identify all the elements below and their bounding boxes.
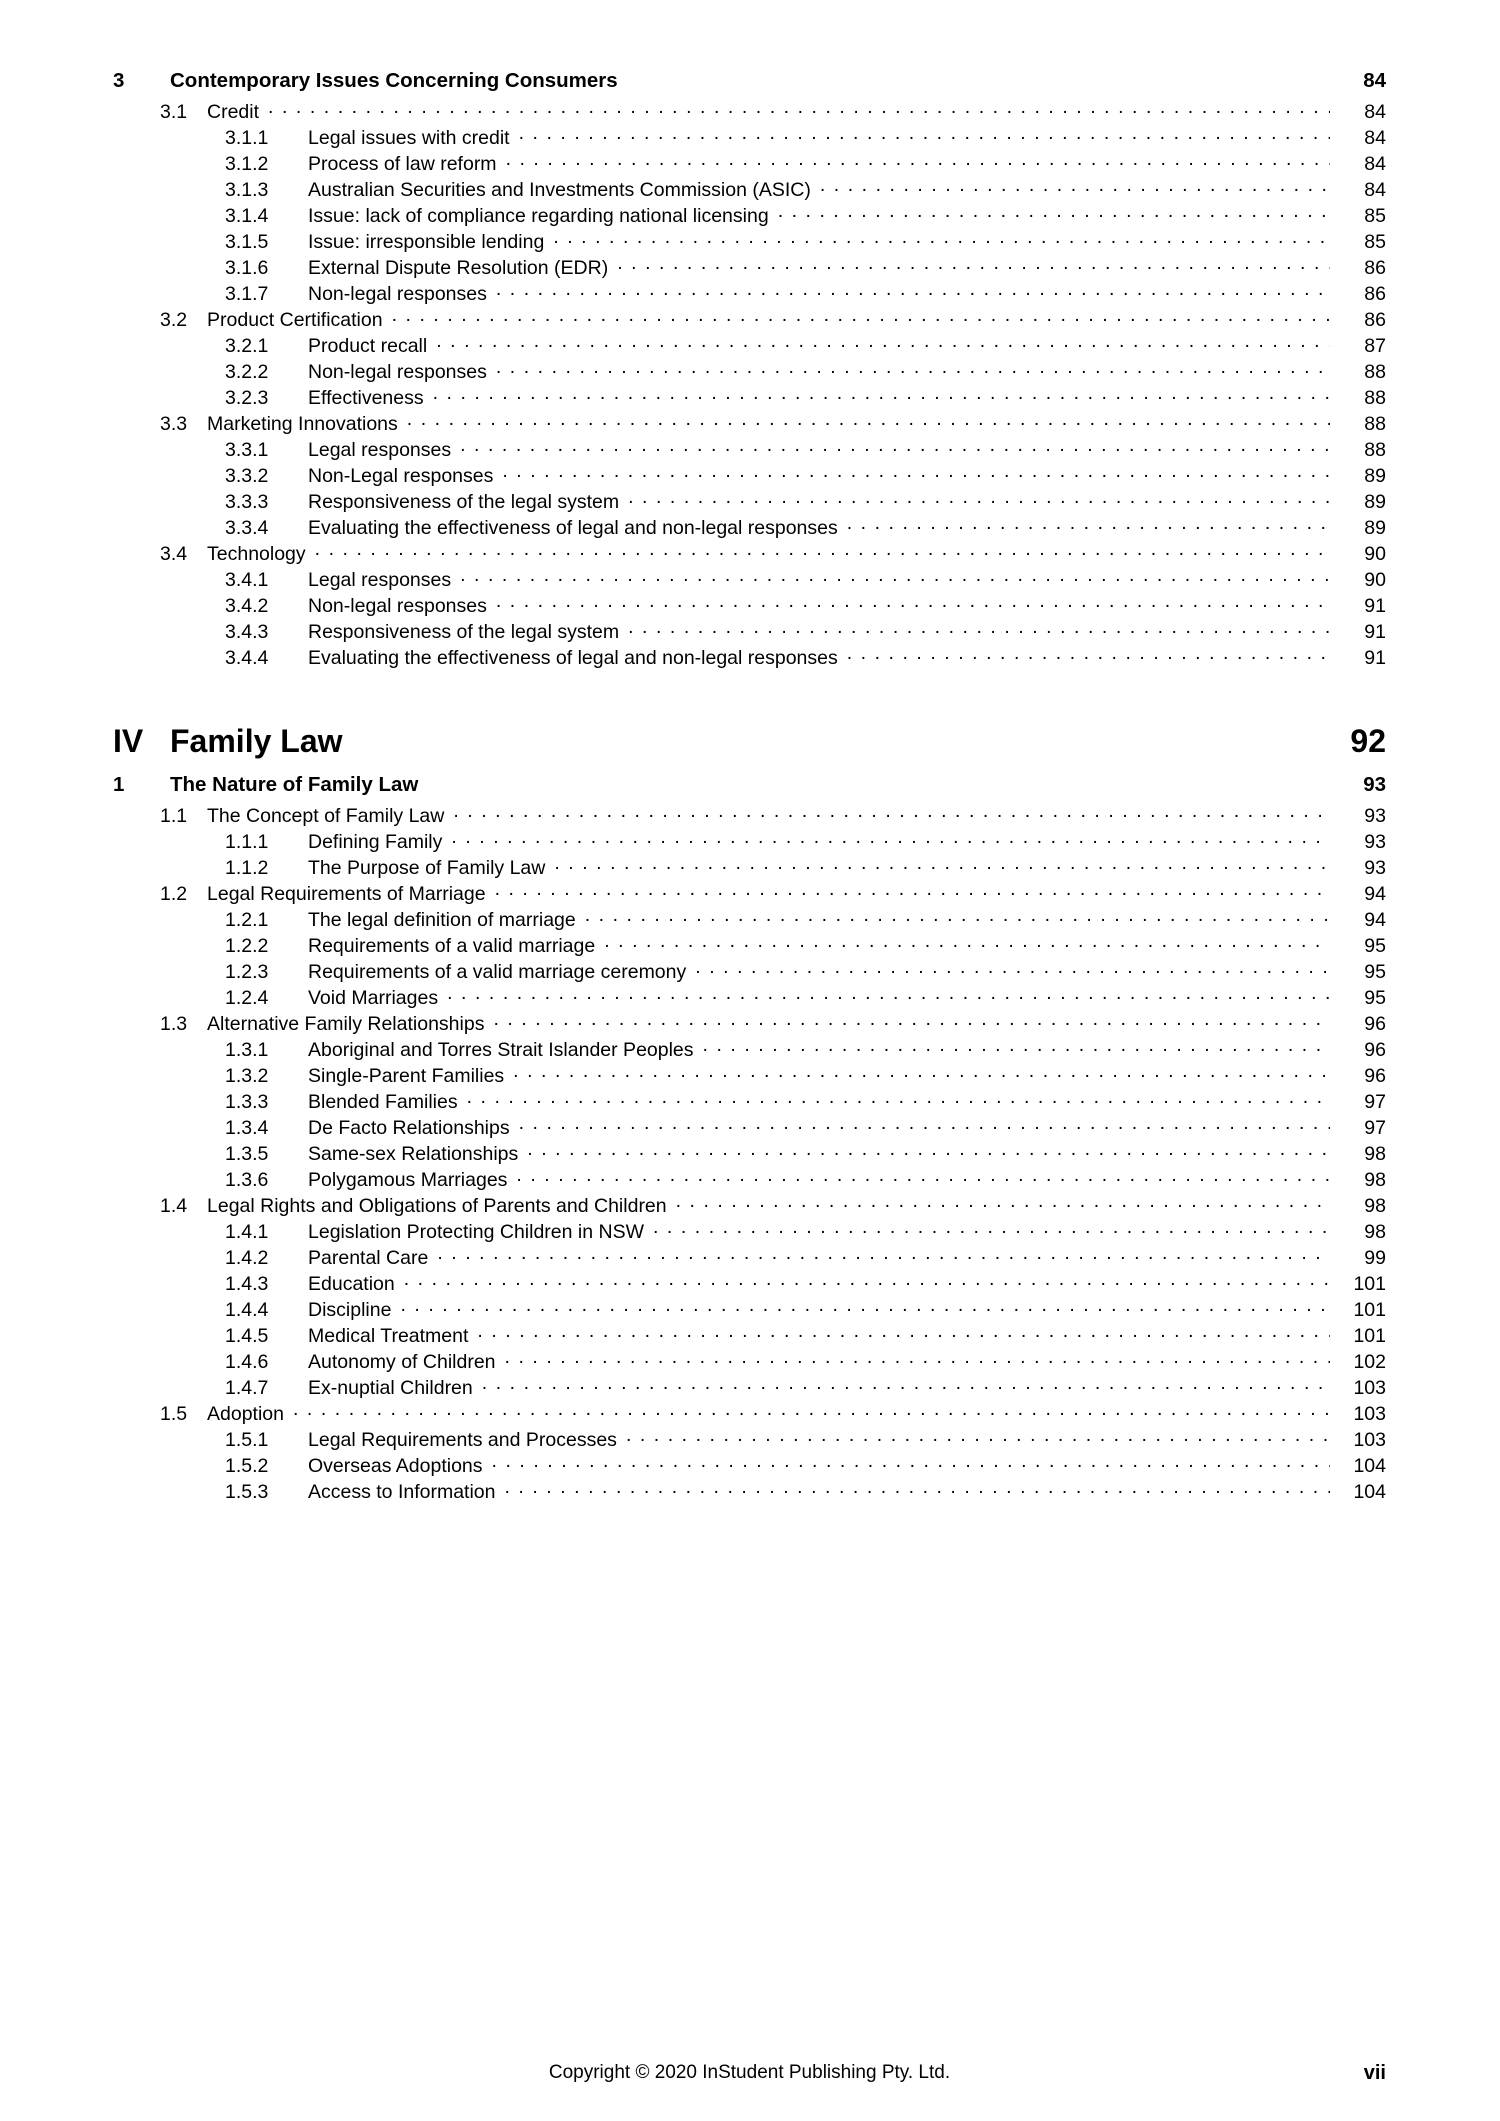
- entry-number: 1.2.1: [225, 909, 269, 931]
- entry-page-number: 97: [1364, 1117, 1386, 1139]
- toc-subsection-entry[interactable]: [113, 202, 1386, 228]
- entry-title: Blended Families: [308, 1091, 458, 1113]
- toc-subsection-entry[interactable]: [113, 436, 1386, 462]
- entry-number: 1.3.4: [225, 1117, 269, 1139]
- dot-leader: [496, 358, 1330, 378]
- entry-page-number: 90: [1364, 543, 1386, 565]
- entry-number: 1.3: [160, 1013, 188, 1035]
- dot-leader: [519, 124, 1330, 144]
- dot-leader: [553, 228, 1330, 248]
- entry-page-number: 104: [1353, 1455, 1386, 1477]
- entry-page-number: 103: [1353, 1429, 1386, 1451]
- entry-page-number: 96: [1364, 1065, 1386, 1087]
- entry-title: Polygamous Marriages: [308, 1169, 508, 1191]
- dot-leader: [604, 932, 1330, 952]
- entry-number: 3.1.7: [225, 283, 269, 305]
- entry-title: Defining Family: [308, 831, 443, 853]
- dot-leader: [433, 384, 1330, 404]
- toc-section-entry[interactable]: [113, 98, 1386, 124]
- toc-subsection-entry[interactable]: [113, 932, 1386, 958]
- dot-leader: [427, 771, 1330, 791]
- dot-leader: [653, 1218, 1330, 1238]
- dot-leader: [447, 984, 1330, 1004]
- toc-subsection-entry[interactable]: [113, 618, 1386, 644]
- entry-title: Requirements of a valid marriage ceremony: [308, 961, 687, 983]
- entry-page-number: 104: [1353, 1481, 1386, 1503]
- entry-number: 1: [113, 773, 125, 796]
- entry-number: 1.5.3: [225, 1481, 269, 1503]
- entry-page-number: 98: [1364, 1169, 1386, 1191]
- dot-leader: [617, 254, 1330, 274]
- entry-title: Requirements of a valid marriage: [308, 935, 596, 957]
- dot-leader: [554, 854, 1330, 874]
- entry-page-number: 93: [1364, 805, 1386, 827]
- entry-page-number: 88: [1364, 387, 1386, 409]
- entry-page-number: 103: [1353, 1403, 1386, 1425]
- toc-subsection-entry[interactable]: [113, 1296, 1386, 1322]
- dot-leader: [293, 1400, 1330, 1420]
- entry-page-number: 98: [1364, 1195, 1386, 1217]
- entry-number: 3.3.4: [225, 517, 269, 539]
- entry-number: 3.4.3: [225, 621, 269, 643]
- dot-leader: [467, 1088, 1330, 1108]
- toc-section-entry[interactable]: [113, 1400, 1386, 1426]
- entry-number: 3.2: [160, 309, 188, 331]
- entry-title: Aboriginal and Torres Strait Islander Peoples: [308, 1039, 694, 1061]
- toc-section-entry[interactable]: [113, 410, 1386, 436]
- entry-number: 1.3.2: [225, 1065, 269, 1087]
- entry-page-number: 96: [1364, 1039, 1386, 1061]
- toc-subsection-entry[interactable]: [113, 150, 1386, 176]
- toc-subsection-entry[interactable]: [113, 1426, 1386, 1452]
- entry-page-number: 88: [1364, 439, 1386, 461]
- entry-number: 1.1.2: [225, 857, 269, 879]
- dot-leader: [436, 332, 1330, 352]
- entry-title: The Nature of Family Law: [170, 773, 419, 796]
- toc-subsection-entry[interactable]: [113, 644, 1386, 670]
- entry-title: Effectiveness: [308, 387, 424, 409]
- toc-section-entry[interactable]: [113, 306, 1386, 332]
- toc-subsection-entry[interactable]: [113, 280, 1386, 306]
- dot-leader: [451, 828, 1330, 848]
- dot-leader: [628, 618, 1330, 638]
- entry-title: Discipline: [308, 1299, 392, 1321]
- page-folio: vii: [1363, 2062, 1386, 2084]
- entry-page-number: 99: [1364, 1247, 1386, 1269]
- toc-subsection-entry[interactable]: [113, 228, 1386, 254]
- entry-title: Responsiveness of the legal system: [308, 491, 620, 513]
- entry-page-number: 89: [1364, 491, 1386, 513]
- toc-subsection-entry[interactable]: [113, 1374, 1386, 1400]
- entry-page-number: 94: [1364, 909, 1386, 931]
- dot-leader: [493, 1010, 1330, 1030]
- toc-section-entry[interactable]: [113, 802, 1386, 828]
- entry-number: 1.5.2: [225, 1455, 269, 1477]
- entry-number: 3.3.2: [225, 465, 269, 487]
- entry-title: Education: [308, 1273, 395, 1295]
- toc-subsection-entry[interactable]: [113, 1322, 1386, 1348]
- dot-leader: [778, 202, 1330, 222]
- entry-page-number: 101: [1353, 1299, 1386, 1321]
- entry-page-number: 102: [1353, 1351, 1386, 1373]
- dot-leader: [460, 436, 1330, 456]
- entry-page-number: 91: [1364, 621, 1386, 643]
- entry-title: Parental Care: [308, 1247, 429, 1269]
- dot-leader: [626, 1426, 1330, 1446]
- entry-number: 1.3.1: [225, 1039, 269, 1061]
- entry-page-number: 86: [1364, 283, 1386, 305]
- dot-leader: [407, 410, 1330, 430]
- toc-section-entry[interactable]: [113, 1010, 1386, 1036]
- entry-title: Non-legal responses: [308, 361, 487, 383]
- entry-number: 1.4.2: [225, 1247, 269, 1269]
- entry-page-number: 101: [1353, 1325, 1386, 1347]
- entry-title: Non-Legal responses: [308, 465, 494, 487]
- part-page-number: 92: [1350, 723, 1386, 759]
- dot-leader: [527, 1140, 1330, 1160]
- entry-title: Product Certification: [207, 309, 383, 331]
- entry-number: 1.5.1: [225, 1429, 269, 1451]
- entry-page-number: 85: [1364, 231, 1386, 253]
- entry-page-number: 91: [1364, 595, 1386, 617]
- dot-leader: [506, 150, 1330, 170]
- dot-leader: [628, 488, 1330, 508]
- entry-number: 3: [113, 69, 125, 92]
- entry-page-number: 96: [1364, 1013, 1386, 1035]
- dot-leader: [477, 1322, 1330, 1342]
- entry-title: Adoption: [207, 1403, 284, 1425]
- entry-number: 1.3.3: [225, 1091, 269, 1113]
- toc-subsection-entry[interactable]: [113, 1062, 1386, 1088]
- entry-page-number: 95: [1364, 935, 1386, 957]
- entry-number: 1.2.4: [225, 987, 269, 1009]
- toc-subsection-entry[interactable]: [113, 176, 1386, 202]
- dot-leader: [847, 644, 1330, 664]
- entry-title: Same-sex Relationships: [308, 1143, 519, 1165]
- entry-page-number: 94: [1364, 883, 1386, 905]
- entry-number: 1.4: [160, 1195, 188, 1217]
- entry-page-number: 85: [1364, 205, 1386, 227]
- dot-leader: [268, 98, 1330, 118]
- toc-chapter-entry[interactable]: [113, 768, 1386, 802]
- entry-number: 3.4.1: [225, 569, 269, 591]
- toc-subsection-entry[interactable]: [113, 1036, 1386, 1062]
- dot-leader: [437, 1244, 1330, 1264]
- toc-subsection-entry[interactable]: [113, 1166, 1386, 1192]
- dot-leader: [453, 802, 1330, 822]
- entry-number: 3.1.4: [225, 205, 269, 227]
- entry-title: The Concept of Family Law: [207, 805, 445, 827]
- entry-page-number: 84: [1364, 101, 1386, 123]
- toc-subsection-entry[interactable]: [113, 958, 1386, 984]
- entry-page-number: 89: [1364, 517, 1386, 539]
- entry-title: Non-legal responses: [308, 595, 487, 617]
- dot-leader: [703, 1036, 1330, 1056]
- dot-leader: [392, 306, 1330, 326]
- entry-title: Technology: [207, 543, 306, 565]
- entry-page-number: 89: [1364, 465, 1386, 487]
- entry-page-number: 86: [1364, 309, 1386, 331]
- dot-leader: [505, 1478, 1331, 1498]
- dot-leader: [492, 1452, 1330, 1472]
- toc-subsection-entry[interactable]: [113, 1452, 1386, 1478]
- entry-page-number: 88: [1364, 413, 1386, 435]
- entry-title: Autonomy of Children: [308, 1351, 496, 1373]
- entry-number: 1.4.6: [225, 1351, 269, 1373]
- dot-leader: [676, 1192, 1330, 1212]
- toc-subsection-entry[interactable]: [113, 566, 1386, 592]
- dot-leader: [516, 1166, 1330, 1186]
- entry-number: 1.3.5: [225, 1143, 269, 1165]
- entry-page-number: 84: [1364, 127, 1386, 149]
- dot-leader: [400, 1296, 1330, 1316]
- entry-title: Marketing Innovations: [207, 413, 398, 435]
- toc-subsection-entry[interactable]: [113, 462, 1386, 488]
- toc-subsection-entry[interactable]: [113, 124, 1386, 150]
- dot-leader: [820, 176, 1330, 196]
- toc-subsection-entry[interactable]: [113, 1088, 1386, 1114]
- entry-title: Legal responses: [308, 439, 452, 461]
- entry-number: 1.4.3: [225, 1273, 269, 1295]
- dot-leader: [627, 67, 1330, 87]
- dot-leader: [404, 1270, 1330, 1290]
- entry-number: 3.3: [160, 413, 188, 435]
- toc-subsection-entry[interactable]: [113, 906, 1386, 932]
- entry-page-number: 93: [1364, 831, 1386, 853]
- toc-part-heading[interactable]: [113, 720, 1386, 762]
- dot-leader: [315, 540, 1330, 560]
- toc-section-entry[interactable]: [113, 1192, 1386, 1218]
- entry-page-number: 98: [1364, 1221, 1386, 1243]
- toc-subsection-entry[interactable]: [113, 358, 1386, 384]
- entry-number: 3.1.1: [225, 127, 269, 149]
- entry-number: 3.2.1: [225, 335, 269, 357]
- dot-leader: [495, 880, 1330, 900]
- entry-title: Credit: [207, 101, 260, 123]
- toc-subsection-entry[interactable]: [113, 1218, 1386, 1244]
- part-title: Family Law: [170, 723, 343, 759]
- page-footer: [113, 2058, 1386, 2088]
- entry-title: De Facto Relationships: [308, 1117, 510, 1139]
- entry-title: Ex-nuptial Children: [308, 1377, 473, 1399]
- entry-title: Legal Rights and Obligations of Parents and Children: [207, 1195, 667, 1217]
- entry-page-number: 97: [1364, 1091, 1386, 1113]
- entry-title: Single-Parent Families: [308, 1065, 505, 1087]
- entry-title: Evaluating the effectiveness of legal and non-legal responses: [308, 517, 838, 539]
- entry-title: Legislation Protecting Children in NSW: [308, 1221, 644, 1243]
- entry-title: Issue: irresponsible lending: [308, 231, 545, 253]
- entry-page-number: 90: [1364, 569, 1386, 591]
- entry-title: Responsiveness of the legal system: [308, 621, 620, 643]
- entry-title: Australian Securities and Investments Commission (ASIC): [308, 179, 811, 201]
- entry-title: Legal Requirements and Processes: [308, 1429, 617, 1451]
- entry-page-number: 93: [1363, 773, 1386, 796]
- toc-subsection-entry[interactable]: [113, 514, 1386, 540]
- toc-subsection-entry[interactable]: [113, 254, 1386, 280]
- dot-leader: [513, 1062, 1330, 1082]
- part-spacer: [113, 670, 1386, 692]
- toc-subsection-entry[interactable]: [113, 1478, 1386, 1504]
- table-of-contents: [113, 64, 1386, 1504]
- entry-title: Legal Requirements of Marriage: [207, 883, 486, 905]
- entry-number: 1.1.1: [225, 831, 269, 853]
- entry-page-number: 98: [1364, 1143, 1386, 1165]
- entry-title: Legal issues with credit: [308, 127, 510, 149]
- toc-subsection-entry[interactable]: [113, 854, 1386, 880]
- entry-title: The legal definition of marriage: [308, 909, 576, 931]
- dot-leader: [502, 462, 1330, 482]
- part-number: IV: [113, 723, 144, 759]
- toc-section-entry[interactable]: [113, 540, 1386, 566]
- entry-number: 1.4.4: [225, 1299, 269, 1321]
- entry-title: Non-legal responses: [308, 283, 487, 305]
- entry-page-number: 87: [1364, 335, 1386, 357]
- entry-page-number: 101: [1353, 1273, 1386, 1295]
- entry-title: Access to Information: [308, 1481, 496, 1503]
- toc-subsection-entry[interactable]: [113, 1244, 1386, 1270]
- toc-section-entry[interactable]: [113, 880, 1386, 906]
- entry-page-number: 84: [1364, 153, 1386, 175]
- entry-title: Overseas Adoptions: [308, 1455, 483, 1477]
- toc-subsection-entry[interactable]: [113, 488, 1386, 514]
- entry-number: 3.3.1: [225, 439, 269, 461]
- entry-page-number: 86: [1364, 257, 1386, 279]
- entry-number: 1.4.1: [225, 1221, 269, 1243]
- dot-leader: [460, 566, 1330, 586]
- entry-number: 3.4: [160, 543, 188, 565]
- entry-title: Void Marriages: [308, 987, 439, 1009]
- entry-number: 3.1.6: [225, 257, 269, 279]
- entry-page-number: 91: [1364, 647, 1386, 669]
- dot-leader: [505, 1348, 1330, 1368]
- dot-leader: [496, 280, 1330, 300]
- copyright-notice: Copyright © 2020 InStudent Publishing Pty. Ltd.: [548, 2062, 951, 2083]
- entry-number: 3.2.3: [225, 387, 269, 409]
- dot-leader: [847, 514, 1330, 534]
- toc-subsection-entry[interactable]: [113, 1140, 1386, 1166]
- toc-subsection-entry[interactable]: [113, 1114, 1386, 1140]
- entry-number: 1.5: [160, 1403, 188, 1425]
- toc-subsection-entry[interactable]: [113, 984, 1386, 1010]
- entry-title: Product recall: [308, 335, 428, 357]
- entry-title: The Purpose of Family Law: [308, 857, 546, 879]
- entry-page-number: 95: [1364, 961, 1386, 983]
- dot-leader: [695, 958, 1330, 978]
- entry-number: 1.2.2: [225, 935, 269, 957]
- entry-title: Contemporary Issues Concerning Consumers: [170, 69, 618, 92]
- entry-number: 1.2.3: [225, 961, 269, 983]
- toc-subsection-entry[interactable]: [113, 1348, 1386, 1374]
- entry-number: 3.3.3: [225, 491, 269, 513]
- toc-subsection-entry[interactable]: [113, 384, 1386, 410]
- entry-number: 3.1.2: [225, 153, 269, 175]
- entry-number: 3.4.2: [225, 595, 269, 617]
- entry-page-number: 84: [1364, 179, 1386, 201]
- entry-title: Issue: lack of compliance regarding national licensing: [308, 205, 769, 227]
- entry-page-number: 84: [1363, 69, 1386, 92]
- entry-page-number: 93: [1364, 857, 1386, 879]
- entry-number: 3.1.3: [225, 179, 269, 201]
- entry-page-number: 88: [1364, 361, 1386, 383]
- entry-title: Medical Treatment: [308, 1325, 469, 1347]
- entry-title: Alternative Family Relationships: [207, 1013, 485, 1035]
- dot-leader: [482, 1374, 1330, 1394]
- toc-chapter-entry[interactable]: [113, 64, 1386, 98]
- dot-leader: [519, 1114, 1330, 1134]
- entry-number: 1.4.7: [225, 1377, 269, 1399]
- entry-title: External Dispute Resolution (EDR): [308, 257, 609, 279]
- entry-number: 3.1: [160, 101, 188, 123]
- entry-number: 1.2: [160, 883, 188, 905]
- entry-title: Legal responses: [308, 569, 452, 591]
- entry-number: 3.4.4: [225, 647, 269, 669]
- entry-title: Process of law reform: [308, 153, 497, 175]
- entry-page-number: 103: [1353, 1377, 1386, 1399]
- dot-leader: [585, 906, 1330, 926]
- entry-number: 1.4.5: [225, 1325, 269, 1347]
- entry-number: 3.2.2: [225, 361, 269, 383]
- toc-subsection-entry[interactable]: [113, 1270, 1386, 1296]
- entry-number: 3.1.5: [225, 231, 269, 253]
- toc-subsection-entry[interactable]: [113, 592, 1386, 618]
- toc-subsection-entry[interactable]: [113, 332, 1386, 358]
- toc-subsection-entry[interactable]: [113, 828, 1386, 854]
- entry-page-number: 95: [1364, 987, 1386, 1009]
- entry-number: 1.3.6: [225, 1169, 269, 1191]
- dot-leader: [496, 592, 1330, 612]
- entry-number: 1.1: [160, 805, 188, 827]
- entry-title: Evaluating the effectiveness of legal and non-legal responses: [308, 647, 838, 669]
